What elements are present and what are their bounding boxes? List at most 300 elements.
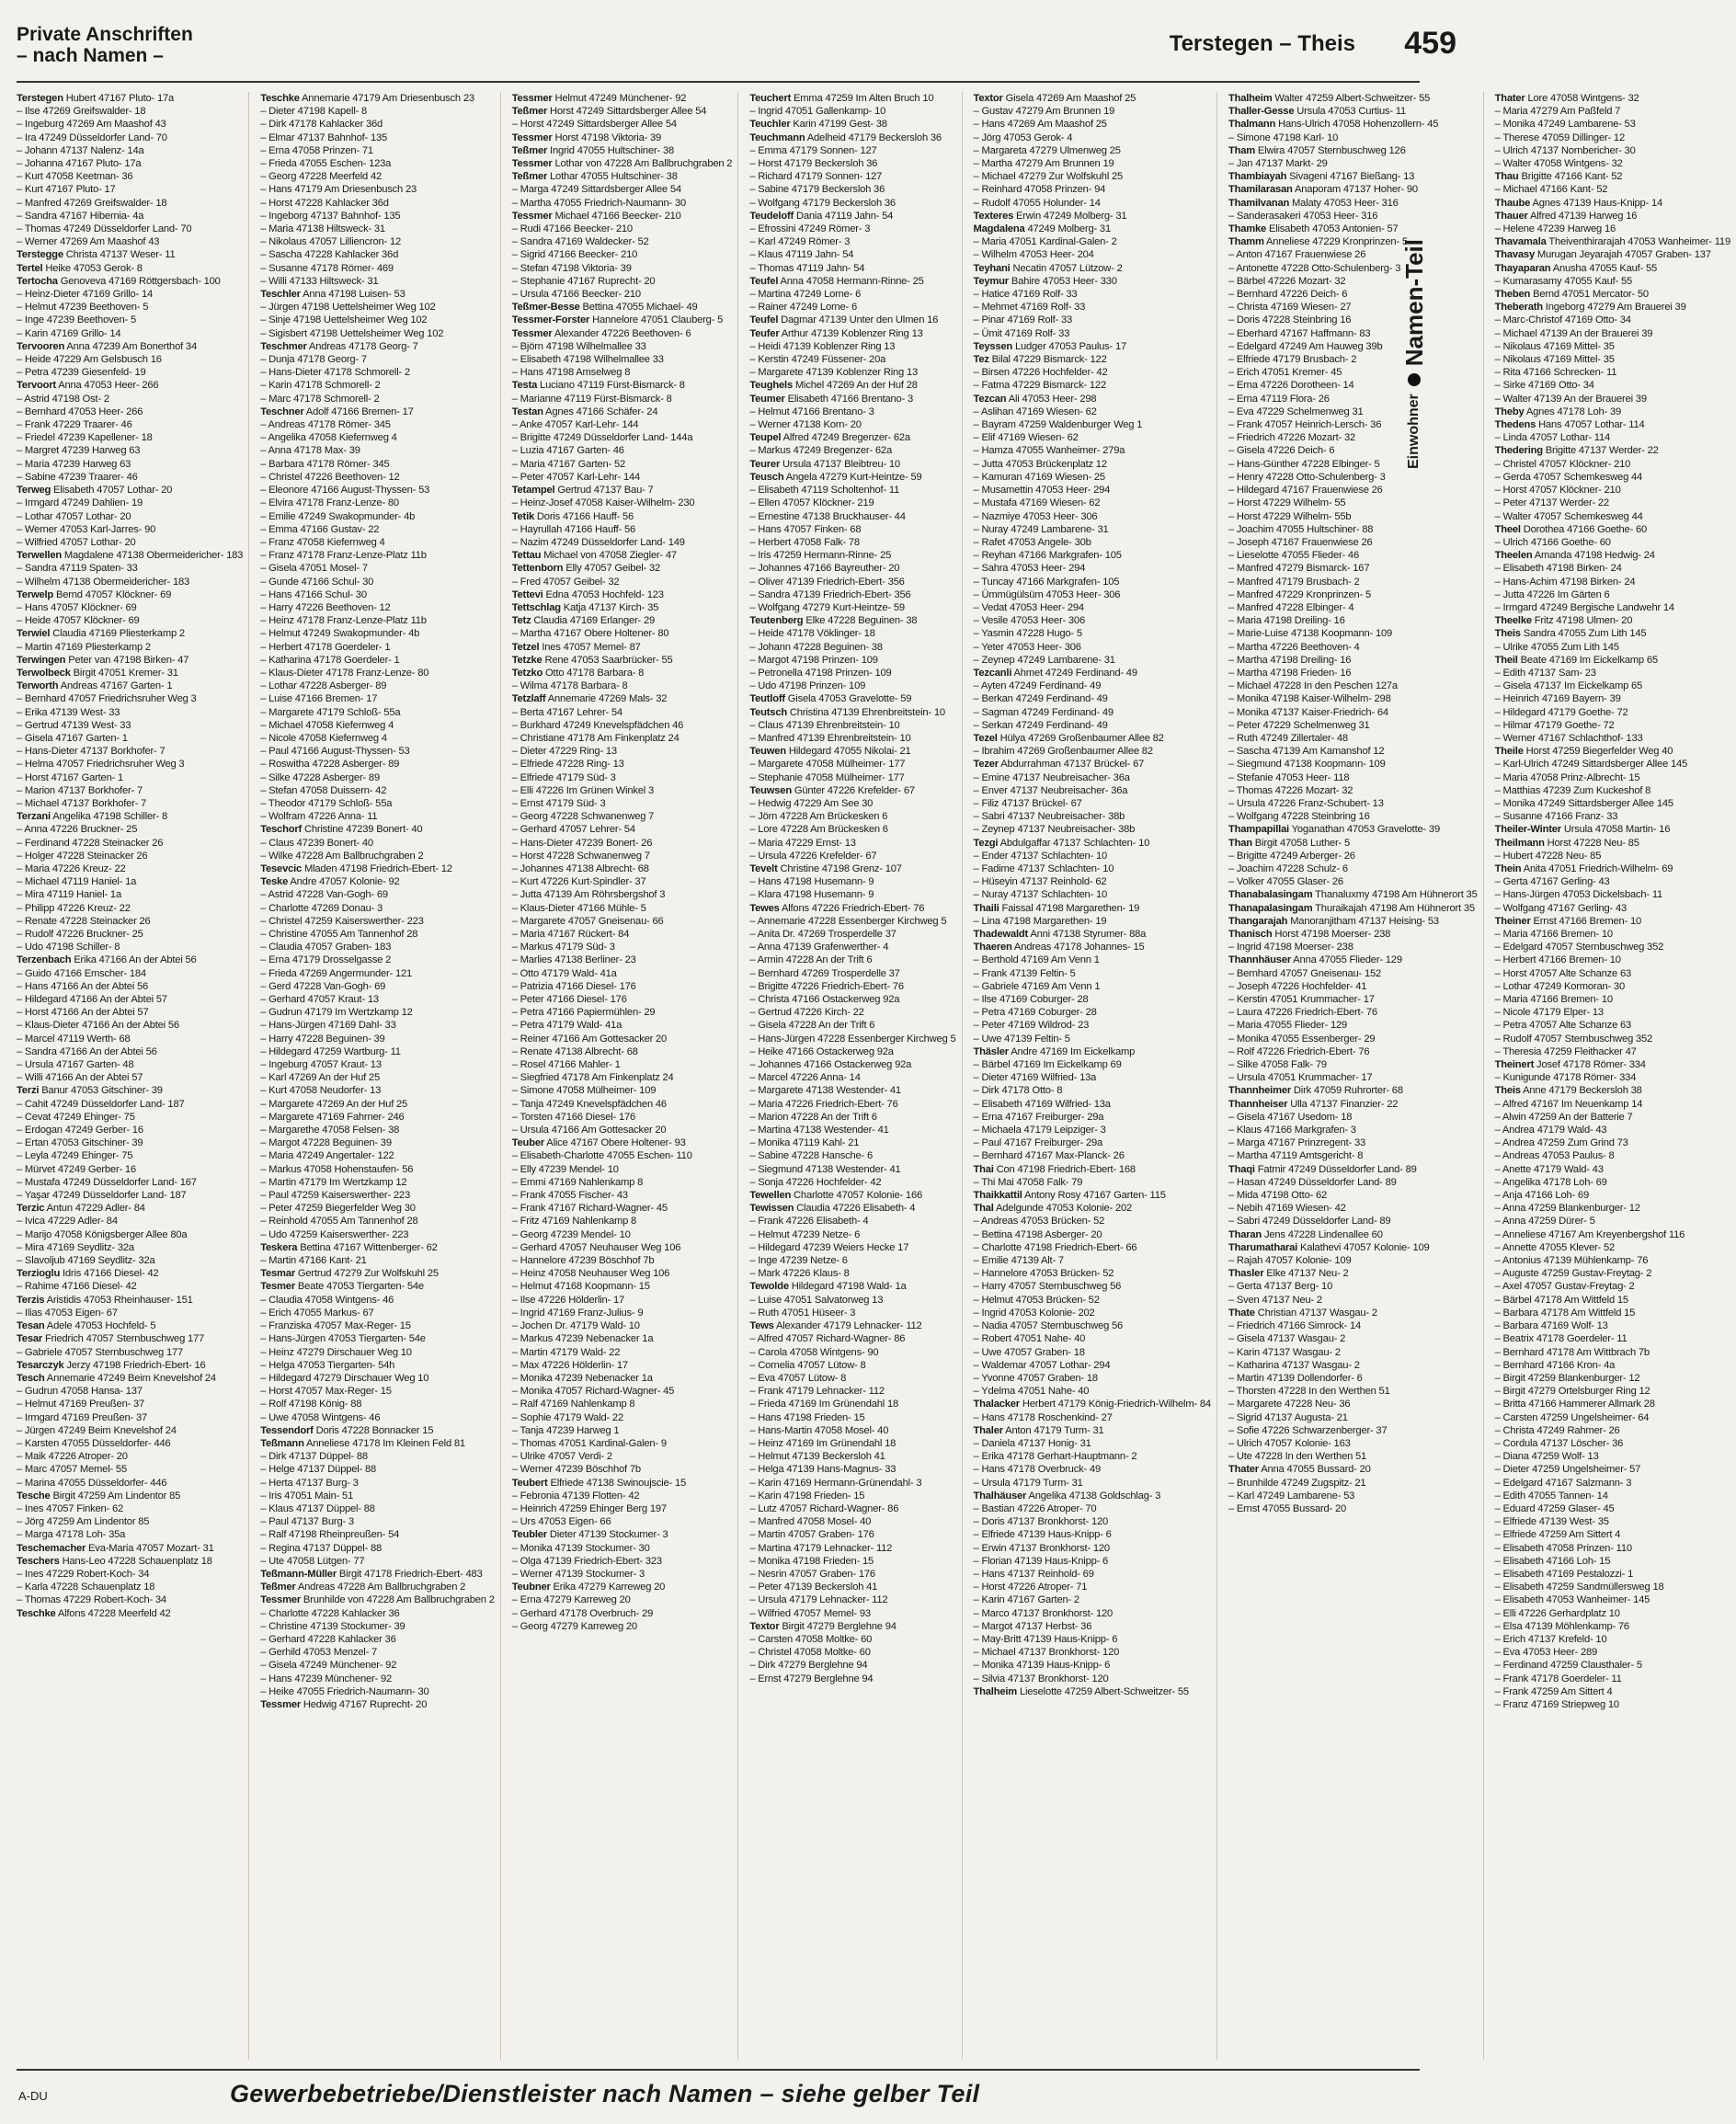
- directory-entry: – Anneliese 47167 Am Kreyenbergshof 116: [1494, 1228, 1685, 1240]
- directory-entry: – Simone 47058 Mülheimer- 109: [511, 1085, 657, 1097]
- directory-entry: – Marc 47178 Schmorell- 2: [260, 393, 380, 405]
- directory-entry: – Harry 47226 Beethoven- 12: [260, 601, 391, 613]
- directory-entry: – Thomas 47249 Düsseldorfer Land- 70: [17, 223, 192, 235]
- directory-entry: – Georg 47228 Schwanenweg 7: [511, 811, 655, 823]
- directory-entry: – Heike 47166 Ostackerweg 92a: [749, 1045, 894, 1057]
- directory-entry: – Franz 47169 Striepweg 10: [1494, 1698, 1619, 1710]
- directory-entry: – Marco 47137 Bronkhorst- 120: [973, 1607, 1114, 1619]
- directory-entry: – Hans 47198 Husemann- 9: [749, 876, 874, 888]
- directory-entry: – Patrizia 47166 Diesel- 176: [511, 980, 636, 992]
- directory-entry: – Sinje 47198 Uettelsheimer Weg 102: [260, 314, 428, 326]
- directory-entry: Thedering Brigitte 47137 Werder- 22: [1494, 445, 1659, 457]
- directory-entry: – Roswitha 47228 Asberger- 89: [260, 759, 400, 771]
- directory-entry: – Frank 47226 Elisabeth- 4: [749, 1216, 869, 1228]
- directory-entry: – May-Britt 47139 Haus-Knipp- 6: [973, 1633, 1118, 1645]
- directory-entry: – Maria 47167 Rückert- 84: [511, 929, 630, 940]
- directory-entry: – Pinar 47169 Rolf- 33: [973, 314, 1073, 326]
- directory-entry: – Herbert 47178 Goerdeler- 1: [260, 641, 391, 653]
- directory-entry: – Doris 47137 Bronkhorst- 120: [973, 1516, 1109, 1528]
- directory-entry: – Heide 47057 Klöckner- 69: [17, 615, 140, 627]
- directory-entry: – Annette 47055 Klever- 52: [1494, 1241, 1615, 1253]
- directory-entry: Thamke Elisabeth 47053 Antonien- 57: [1228, 223, 1399, 235]
- directory-entry: – Hans-Achim 47198 Birken- 24: [1494, 576, 1636, 588]
- directory-entry: – Elisabeth 47119 Scholtenhof- 11: [749, 485, 900, 497]
- directory-entry: – Rosel 47166 Mahler- 1: [511, 1059, 621, 1071]
- directory-entry: – Martha 47167 Obere Holtener- 80: [511, 628, 669, 640]
- directory-entry: – Ralf 47198 Rheinpreußen- 54: [260, 1529, 400, 1541]
- directory-entry: – Barbara 47169 Wolf- 13: [1494, 1320, 1608, 1332]
- directory-entry: – Monika 47139 Haus-Knipp- 6: [973, 1660, 1111, 1672]
- directory-entry: – Petra 47169 Coburger- 28: [973, 1007, 1097, 1019]
- directory-entry: – Lieselotte 47055 Flieder- 46: [1228, 550, 1359, 562]
- directory-entry: – Karin 47167 Garten- 2: [973, 1594, 1079, 1606]
- directory-entry: Tertel Heike 47053 Gerok- 8: [17, 262, 143, 274]
- directory-entry: – Susanne 47166 Franz- 33: [1494, 811, 1618, 823]
- directory-entry: – Nazim 47249 Düsseldorfer Land- 149: [511, 536, 685, 548]
- directory-entry: – Ines 47057 Finken- 62: [17, 1502, 124, 1514]
- directory-entry: Theile Horst 47259 Biegerfelder Weg 40: [1494, 746, 1673, 758]
- directory-entry: – Erika 47178 Gerhart-Hauptmann- 2: [973, 1451, 1137, 1463]
- directory-entry: – Elisabeth 47166 Loh- 15: [1494, 1555, 1611, 1567]
- directory-entry: – Horst 47249 Sittardsberger Allee 54: [511, 119, 677, 131]
- directory-entry: – Emma 47166 Gustav- 22: [260, 523, 380, 535]
- directory-entry: – Heinrich 47169 Bayern- 39: [1494, 693, 1621, 705]
- footer-divider: [17, 2069, 1420, 2071]
- directory-entry: Teschemacher Eva-Maria 47057 Mozart- 31: [17, 1542, 214, 1554]
- directory-entry: – Frieda 47055 Eschen- 123a: [260, 158, 392, 170]
- directory-entry: – Ayten 47249 Ferdinand- 49: [973, 680, 1102, 692]
- section-heading-line1: Private Anschriften: [17, 24, 193, 45]
- directory-entry: – Jörg 47053 Gerok- 4: [973, 131, 1073, 143]
- directory-entry: – Vesile 47053 Heer- 306: [973, 615, 1085, 627]
- directory-entry: – Renate 47138 Albrecht- 68: [511, 1045, 638, 1057]
- directory-entry: – Anna 47259 Dürer- 5: [1494, 1216, 1595, 1228]
- directory-entry: – Maria 47279 Am Paßfeld 7: [1494, 106, 1621, 118]
- directory-entry: – Elisabeth 47169 Pestalozzi- 1: [1494, 1568, 1634, 1580]
- directory-entry: – Hamza 47055 Wanheimer- 279a: [973, 445, 1125, 457]
- directory-entry: – Carola 47058 Wintgens- 90: [749, 1346, 879, 1358]
- directory-entry: – Helene 47239 Harweg 16: [1494, 223, 1616, 235]
- directory-entry: – Jutta 47139 Am Röhrsbergshof 3: [511, 889, 666, 901]
- directory-entry: Theiner Ernst 47166 Bremen- 10: [1494, 915, 1642, 927]
- directory-entry: – Manfred 47229 Kronprinzen- 5: [1228, 588, 1372, 600]
- directory-entry: Tezcan Ali 47053 Heer- 298: [973, 393, 1097, 405]
- directory-entry: – Hans 47057 Finken- 68: [749, 523, 862, 535]
- directory-entry: – Claus 47139 Ehrenbreitstein- 10: [749, 719, 900, 731]
- directory-entry: – Hilmar 47179 Goethe- 72: [1494, 719, 1615, 731]
- directory-entry: – Brigitte 47226 Friedrich-Ebert- 76: [749, 980, 904, 992]
- directory-entry: Teymur Bahire 47053 Heer- 330: [973, 275, 1117, 287]
- directory-entry: – Werner 47053 Karl-Jarres- 90: [17, 523, 156, 535]
- directory-entry: – Werner 47139 Stockumer- 3: [511, 1568, 645, 1580]
- directory-entry: – Wilma 47178 Barbara- 8: [511, 680, 628, 692]
- directory-entry: – Maria 47166 Bremen- 10: [1494, 929, 1613, 940]
- directory-entry: – Johann 47228 Beguinen- 38: [749, 641, 883, 653]
- directory-entry: Terzi Banur 47053 Gitschiner- 39: [17, 1085, 163, 1097]
- directory-entry: – Hans 47198 Amselweg 8: [511, 367, 631, 379]
- directory-entry: – Sofie 47226 Schwarzenberger- 37: [1228, 1424, 1388, 1436]
- directory-entry: – Maria 47249 Angertaler- 122: [260, 1150, 394, 1162]
- directory-entry: – Edelgard 47249 Am Hauweg 39b: [1228, 340, 1383, 352]
- directory-entry: – Maria 47239 Harweg 63: [17, 458, 131, 470]
- directory-entry: – Ernst 47179 Süd- 3: [511, 797, 606, 809]
- directory-entry: – Erich 47055 Markus- 67: [260, 1307, 374, 1319]
- directory-entry: – Martin 47169 Pliesterkamp 2: [17, 641, 151, 653]
- directory-entry: – Maria 47226 Kreuz- 22: [17, 862, 126, 874]
- directory-entry: Thal Adelgunde 47053 Kolonie- 202: [973, 1203, 1133, 1215]
- directory-entry: – Karin 47169 Hermann-Grünendahl- 3: [749, 1477, 922, 1489]
- directory-entry: – Ferdinand 47259 Clausthaler- 5: [1494, 1660, 1642, 1672]
- directory-entry: – Werner 47138 Korn- 20: [749, 419, 862, 431]
- directory-entry: – Hildegard 47279 Dirschauer Weg 10: [260, 1372, 429, 1384]
- directory-entry: – Björn 47198 Wilhelmallee 33: [511, 340, 646, 352]
- directory-entry: – Horst 47167 Garten- 1: [17, 771, 124, 783]
- directory-entry: – Thorsten 47228 In den Werthen 51: [1228, 1386, 1390, 1398]
- directory-entry: – Anna 47259 Blankenburger- 12: [1494, 1203, 1640, 1215]
- directory-entry: – Markus 47179 Süd- 3: [511, 942, 615, 954]
- directory-entry: – Karsten 47055 Düsseldorfer- 446: [17, 1437, 171, 1449]
- directory-entry: – Britta 47166 Hammerer Allmark 28: [1494, 1399, 1655, 1410]
- directory-entry: – Wolfgang 47167 Gerling- 43: [1494, 902, 1628, 914]
- directory-entry: – Nikolaus 47169 Mittel- 35: [1494, 354, 1615, 366]
- directory-entry: – Andreas 47053 Brücken- 52: [973, 1216, 1105, 1228]
- directory-entry: Thauer Alfred 47139 Harweg 16: [1494, 210, 1638, 222]
- directory-entry: – Ines 47229 Robert-Koch- 34: [17, 1568, 150, 1580]
- directory-entry: – Erdogan 47249 Gerber- 16: [17, 1125, 143, 1136]
- directory-entry: – Ursula 47226 Krefelder- 67: [749, 850, 877, 862]
- directory-entry: Teumer Elisabeth 47166 Brentano- 3: [749, 393, 914, 405]
- directory-entry: Textor Gisela 47269 Am Maashof 25: [973, 93, 1136, 104]
- directory-entry: – Erna 47226 Dorotheen- 14: [1228, 380, 1354, 392]
- directory-entry: – Karin 47169 Grillo- 14: [17, 327, 121, 339]
- directory-entry: – Silvia 47137 Bronkhorst- 120: [973, 1673, 1109, 1684]
- directory-entry: – Horst 47226 Atroper- 71: [973, 1582, 1088, 1593]
- directory-entry: – Petra 47239 Giesenfeld- 19: [17, 367, 146, 379]
- directory-entry: – Margarete 47228 Neu- 36: [1228, 1399, 1351, 1410]
- directory-entry: – Wolfgang 47279 Kurt-Heintze- 59: [749, 601, 905, 613]
- directory-entry: – Hans 47178 Overbruck- 49: [973, 1464, 1101, 1476]
- directory-entry: – Herbert 47058 Falk- 78: [749, 536, 860, 548]
- directory-entry: – Mida 47198 Otto- 62: [1228, 1190, 1328, 1202]
- directory-entry: – Hans 47166 An der Abtei 56: [17, 980, 149, 992]
- directory-entry: – Christiane 47178 Am Finkenplatz 24: [511, 732, 680, 744]
- directory-entry: – Elfriede 47259 Am Sittert 4: [1494, 1529, 1621, 1541]
- directory-entry: – Claus 47239 Bonert- 40: [260, 837, 373, 849]
- directory-entry: – Rudolf 47057 Sternbuschweg 352: [1494, 1033, 1653, 1045]
- directory-entry: – Gerd 47228 Van-Gogh- 69: [260, 980, 386, 992]
- directory-entry: – Andrea 47259 Zum Grind 73: [1494, 1137, 1628, 1149]
- directory-entry: Tezgi Abdulgaffar 47137 Schlachten- 10: [973, 837, 1150, 849]
- directory-entry: – Walter 47058 Wintgens- 32: [1494, 158, 1623, 170]
- directory-entry: – Monika 47139 Stockumer- 30: [511, 1542, 650, 1554]
- directory-entry: – Susanne 47178 Römer- 469: [260, 262, 394, 274]
- directory-entry: – Heide 47229 Am Gelsbusch 16: [17, 354, 162, 366]
- directory-entry: – Karl-Ulrich 47249 Sittardsberger Allee 145: [1494, 759, 1688, 771]
- directory-column: [17, 92, 249, 2060]
- directory-entry: – Marc-Christof 47169 Otto- 34: [1494, 314, 1631, 326]
- directory-entry: – Sandra 47139 Friedrich-Ebert- 356: [749, 588, 911, 600]
- directory-entry: – Bärbel 47169 Im Eickelkamp 69: [973, 1059, 1122, 1071]
- directory-entry: – Ingrid 47051 Gallenkamp- 10: [749, 106, 886, 118]
- directory-entry: – Oliver 47139 Friedrich-Ebert- 356: [749, 576, 905, 588]
- directory-entry: Thadewaldt Anni 47138 Styrumer- 88a: [973, 929, 1147, 940]
- directory-entry: Thambiayah Sivageni 47167 Bießang- 13: [1228, 171, 1415, 183]
- directory-entry: – Slavoljub 47169 Seydlitz- 32a: [17, 1255, 155, 1267]
- directory-entry: – Barbara 47178 Römer- 345: [260, 458, 390, 470]
- directory-entry: Teschke Alfons 47228 Meerfeld 42: [17, 1607, 171, 1619]
- directory-entry: – Ilse 47269 Greifswalder- 18: [17, 106, 146, 118]
- directory-entry: – Frieda 47269 Angermunder- 121: [260, 967, 413, 979]
- directory-entry: – Horst 47229 Wilhelm- 55: [1228, 497, 1346, 509]
- directory-entry: – Nicole 47058 Kiefernweg 4: [260, 732, 387, 744]
- directory-entry: – Peter 47057 Karl-Lehr- 144: [511, 471, 641, 483]
- directory-entry: – Christa 47169 Wiesen- 27: [1228, 302, 1352, 314]
- directory-entry: – Erika 47139 West- 33: [17, 706, 120, 718]
- directory-entry: – Petra 47179 Wald- 41a: [511, 1020, 622, 1032]
- directory-entry: – Erna 47119 Flora- 26: [1228, 393, 1330, 405]
- directory-entry: – Elisabeth 47053 Wanheimer- 145: [1494, 1594, 1650, 1606]
- directory-entry: Teßmann-Müller Birgit 47178 Friedrich-Ebert- 483: [260, 1568, 483, 1580]
- directory-entry: – Margret 47239 Harweg 63: [17, 445, 141, 457]
- directory-entry: – Sirke 47169 Otto- 34: [1494, 380, 1594, 392]
- directory-entry: – Friedrich 47166 Simrock- 14: [1228, 1320, 1362, 1332]
- directory-entry: – Helma 47057 Friedrichsruher Weg 3: [17, 759, 185, 771]
- directory-entry: Teudeloff Dania 47119 Jahn- 54: [749, 210, 894, 222]
- directory-entry: – Martina 47179 Lehnacker- 112: [749, 1542, 893, 1554]
- directory-entry: – Ursula 47179 Turm- 31: [973, 1477, 1083, 1489]
- directory-entry: – Maria 47226 Friedrich-Ebert- 76: [749, 1098, 898, 1110]
- directory-entry: – Gunde 47166 Schul- 30: [260, 576, 374, 588]
- directory-entry: – Hans 47166 Schul- 30: [260, 588, 367, 600]
- directory-entry: – Horst 47228 Kahlacker 36d: [260, 197, 389, 209]
- directory-entry: Texteres Erwin 47249 Molberg- 31: [973, 210, 1127, 222]
- directory-entry: – Waldemar 47057 Lothar- 294: [973, 1359, 1111, 1371]
- directory-entry: – Michael 47139 An der Brauerei 39: [1494, 327, 1653, 339]
- directory-entry: – Hasan 47249 Düsseldorfer Land- 89: [1228, 1176, 1397, 1188]
- directory-entry: – Dieter 47169 Wilfried- 13a: [973, 1072, 1097, 1084]
- directory-entry: – Marcel 47226 Anna- 14: [749, 1072, 861, 1084]
- directory-entry: – Bernhard 47057 Gneisenau- 152: [1228, 967, 1382, 979]
- directory-entry: – Petronella 47198 Prinzen- 109: [749, 667, 892, 679]
- directory-entry: – Filiz 47137 Brückel- 67: [973, 797, 1082, 809]
- directory-entry: – Reiner 47166 Am Gottesacker 20: [511, 1033, 668, 1045]
- directory-entry: – Hildegard 47259 Wartburg- 11: [260, 1045, 401, 1057]
- directory-entry: – Irmgard 47249 Dahlien- 19: [17, 497, 143, 509]
- directory-entry: – Ingeburg 47057 Kraut- 13: [260, 1059, 382, 1071]
- directory-entry: – Carsten 47259 Ungelsheimer- 64: [1494, 1411, 1650, 1423]
- directory-entry: – Margot 47198 Prinzen- 109: [749, 654, 878, 666]
- directory-entry: – Johannes 47166 Ostackerweg 92a: [749, 1059, 912, 1071]
- directory-entry: – Gerta 47137 Berg- 10: [1228, 1281, 1333, 1293]
- directory-entry: – Bayram 47259 Waldenburger Weg 1: [973, 419, 1143, 431]
- directory-entry: – Gerta 47167 Gerling- 43: [1494, 876, 1610, 888]
- page-footer: [0, 2069, 1447, 2124]
- directory-entry: Tessmer Helmut 47249 Münchener- 92: [511, 93, 687, 104]
- directory-entry: – Daniela 47137 Honig- 31: [973, 1437, 1091, 1449]
- directory-entry: – Tanja 47249 Knevelspfädchen 46: [511, 1098, 667, 1110]
- directory-entry: – Joachim 47055 Hultschiner- 88: [1228, 523, 1374, 535]
- directory-entry: Thamilarasan Anaporam 47137 Hoher- 90: [1228, 184, 1418, 196]
- directory-entry: Teßmann Anneliese 47178 Im Kleinen Feld 81: [260, 1437, 465, 1449]
- directory-entry: Thanabalasingam Thanaluxmy 47198 Am Hühnerort 35: [1228, 889, 1478, 901]
- directory-entry: – Monika 47119 Kahl- 21: [749, 1137, 860, 1149]
- directory-entry: – Ulrich 47166 Goethe- 60: [1494, 536, 1611, 548]
- directory-entry: – Sigisbert 47198 Uettelsheimer Weg 102: [260, 327, 444, 339]
- directory-entry: – Petra 47166 Papiermühlen- 29: [511, 1007, 656, 1019]
- directory-entry: – Michael 47137 Borkhofer- 7: [17, 797, 147, 809]
- directory-entry: – Ute 47058 Lütgen- 77: [260, 1555, 365, 1567]
- directory-entry: – Marcel 47119 Werth- 68: [17, 1033, 131, 1045]
- directory-entry: – Elisabeth 47259 Sandmüllersweg 18: [1494, 1582, 1664, 1593]
- directory-entry: Teske Andre 47057 Kolonie- 92: [260, 876, 400, 888]
- bullet-icon: [1408, 373, 1421, 386]
- directory-entry: – Thomas 47119 Jahn- 54: [749, 262, 865, 274]
- directory-entry: – Hildegard 47166 An der Abtei 57: [17, 994, 167, 1006]
- directory-entry: – Helmut 47166 Brentano- 3: [749, 405, 874, 417]
- directory-entry: – Ernestine 47138 Bruckhauser- 44: [749, 510, 906, 522]
- directory-entry: Tewolde Hildegard 47198 Wald- 1a: [749, 1281, 907, 1293]
- directory-entry: – Ilse 47226 Hölderlin- 17: [511, 1294, 625, 1306]
- directory-entry: – Tanja 47239 Harweg 1: [511, 1424, 620, 1436]
- directory-entry: Teubler Dieter 47139 Stockumer- 3: [511, 1529, 668, 1541]
- directory-entry: – Marianne 47119 Fürst-Bismarck- 8: [511, 393, 672, 405]
- directory-entry: – Klara 47198 Husemann- 9: [749, 889, 874, 901]
- directory-entry: – Nicole 47179 Elper- 13: [1494, 1007, 1604, 1019]
- directory-entry: Tewissen Claudia 47226 Elisabeth- 4: [749, 1203, 916, 1215]
- directory-entry: – Martha 47226 Beethoven- 4: [1228, 641, 1360, 653]
- directory-entry: – Hubert 47228 Neu- 85: [1494, 850, 1602, 862]
- directory-entry: Terwolbeck Birgit 47051 Kremer- 31: [17, 667, 178, 679]
- directory-entry: – Sabine 47239 Traarer- 46: [17, 471, 138, 483]
- directory-entry: – Nesrin 47057 Graben- 176: [749, 1568, 875, 1580]
- directory-entry: – Gisela 47249 Münchener- 92: [260, 1660, 397, 1672]
- directory-entry: – Stefan 47198 Viktoria- 39: [511, 262, 632, 274]
- directory-entry: – Karin 47198 Frieden- 15: [749, 1490, 865, 1502]
- directory-entry: – Ingrid 47169 Franz-Julius- 9: [511, 1307, 644, 1319]
- directory-entry: – Hedwig 47229 Am See 30: [749, 797, 874, 809]
- directory-entry: Teschers Hans-Leo 47228 Schauenplatz 18: [17, 1555, 212, 1567]
- directory-entry: – Heinz 47169 Im Grünendahl 18: [749, 1437, 897, 1449]
- directory-entry: – Cevat 47249 Ehinger- 75: [17, 1111, 135, 1123]
- directory-entry: – Axel 47057 Gustav-Freytag- 2: [1494, 1281, 1635, 1293]
- directory-entry: – Therese 47059 Dillinger- 12: [1494, 131, 1625, 143]
- directory-entry: – Wilke 47228 Am Ballbruchgraben 2: [260, 850, 424, 862]
- directory-entry: – Michael 47166 Kant- 52: [1494, 184, 1608, 196]
- directory-entry: – Lina 47198 Margarethen- 19: [973, 915, 1107, 927]
- directory-entry: – Manfred 47228 Elbinger- 4: [1228, 601, 1354, 613]
- directory-entry: – Kurt 47167 Pluto- 17: [17, 184, 116, 196]
- directory-entry: – Monika 47198 Frieden- 15: [749, 1555, 874, 1567]
- directory-entry: – Horst 47229 Wilhelm- 55b: [1228, 510, 1352, 522]
- directory-entry: – Karin 47137 Wasgau- 2: [1228, 1346, 1341, 1358]
- directory-entry: – Margarethe 47058 Felsen- 38: [260, 1125, 400, 1136]
- directory-entry: – Theresia 47259 Fleithacker 47: [1494, 1045, 1637, 1057]
- directory-entry: – Cordula 47137 Löscher- 36: [1494, 1437, 1624, 1449]
- directory-entry: – Petra 47057 Alte Schanze 63: [1494, 1020, 1632, 1032]
- directory-entry: – Elisabeth 47198 Wilhelmallee 33: [511, 354, 664, 366]
- directory-entry: – Rolf 47226 Friedrich-Ebert- 76: [1228, 1045, 1370, 1057]
- directory-entry: Teschorf Christine 47239 Bonert- 40: [260, 824, 423, 836]
- directory-entry: – Lothar 47228 Asberger- 89: [260, 680, 387, 692]
- directory-entry: – Lothar 47057 Lothar- 20: [17, 510, 131, 522]
- directory-entry: – Philipp 47226 Kreuz- 22: [17, 902, 131, 914]
- directory-entry: – Willi 47133 Hiltsweck- 31: [260, 275, 379, 287]
- directory-entry: – Michael 47058 Kiefernweg 4: [260, 719, 394, 731]
- directory-entry: – Heinz-Dieter 47169 Grillo- 14: [17, 289, 154, 301]
- directory-entry: Teuchert Emma 47259 Im Alten Bruch 10: [749, 93, 934, 104]
- directory-entry: – Torsten 47166 Diesel- 176: [511, 1111, 636, 1123]
- directory-entry: – Andreas 47178 Römer- 345: [260, 419, 391, 431]
- directory-entry: – Emmi 47169 Nahlenkamp 8: [511, 1176, 644, 1188]
- directory-entry: – Edelgard 47167 Salzmann- 3: [1494, 1477, 1632, 1489]
- directory-entry: – Eva 47057 Lütow- 8: [749, 1372, 847, 1384]
- directory-entry: – Iris 47051 Main- 51: [260, 1490, 354, 1502]
- directory-entry: – Charlotte 47269 Donau- 3: [260, 902, 383, 914]
- directory-entry: – Frank 47057 Heinrich-Lersch- 36: [1228, 419, 1382, 431]
- directory-entry: Teyhani Necatin 47057 Lützow- 2: [973, 262, 1123, 274]
- directory-entry: – Helge 47137 Düppel- 88: [260, 1464, 377, 1476]
- directory-entry: – Klaus 47119 Jahn- 54: [749, 249, 854, 261]
- directory-entry: Teutenberg Elke 47228 Beguinen- 38: [749, 615, 918, 627]
- section-heading: [17, 24, 193, 66]
- directory-entry: – Gisela 47137 Wasgau- 2: [1228, 1333, 1346, 1345]
- directory-entry: Thavamala Theiventhirarajah 47053 Wanheimer- 119: [1494, 236, 1730, 248]
- directory-entry: – Elif 47169 Wiesen- 62: [973, 432, 1079, 444]
- directory-entry: – Karl 47269 An der Huf 25: [260, 1072, 380, 1084]
- directory-entry: – Brunhilde 47249 Zugspitz- 21: [1228, 1477, 1366, 1489]
- directory-entry: – Florian 47139 Haus-Knipp- 6: [973, 1555, 1109, 1567]
- directory-column: [1495, 92, 1736, 2060]
- directory-entry: – Helmut 47249 Swakopmunder- 4b: [260, 628, 420, 640]
- directory-entry: – Uwe 47139 Feltin- 5: [973, 1033, 1070, 1045]
- directory-entry: – Birsen 47226 Hochfelder- 42: [973, 367, 1108, 379]
- directory-entry: – Mustafa 47169 Wiesen- 62: [973, 497, 1101, 509]
- directory-entry: – Herta 47137 Burg- 3: [260, 1477, 359, 1489]
- directory-entry: – Bernhard 47269 Trosperdelle 37: [749, 967, 900, 979]
- directory-entry: – Kerstin 47051 Krummacher- 17: [1228, 994, 1375, 1006]
- directory-entry: Teßmer Lothar 47055 Hultschiner- 38: [511, 171, 678, 183]
- directory-entry: Tharumatharai Kalathevi 47057 Kolonie- 109: [1228, 1241, 1430, 1253]
- directory-entry: – Anna 47226 Bruckner- 25: [17, 824, 138, 836]
- directory-entry: Teubner Erika 47279 Karreweg 20: [511, 1582, 666, 1593]
- directory-entry: Testan Agnes 47166 Schäfer- 24: [511, 405, 658, 417]
- directory-entry: – Elisabeth 47058 Prinzen- 110: [1494, 1542, 1632, 1554]
- directory-entry: – Horst 47057 Klöckner- 210: [1494, 485, 1621, 497]
- directory-entry: – Fred 47057 Geibel- 32: [511, 576, 620, 588]
- directory-entry: Thalheim Lieselotte 47259 Albert-Schweitzer- 55: [973, 1685, 1189, 1697]
- directory-entry: Teufer Arthur 47139 Koblenzer Ring 13: [749, 327, 923, 339]
- directory-entry: – Simone 47198 Karl- 10: [1228, 131, 1339, 143]
- directory-entry: – Rolf 47198 König- 88: [260, 1399, 362, 1410]
- directory-entry: – Johannes 47166 Bayreuther- 20: [749, 563, 900, 575]
- directory-entry: – Karla 47228 Schauenplatz 18: [17, 1582, 155, 1593]
- directory-entry: Teuwen Hildegard 47055 Nikolai- 21: [749, 746, 911, 758]
- directory-entry: Teschler Anna 47198 Luisen- 53: [260, 289, 405, 301]
- directory-entry: – Wilhelm 47138 Obermeidericher- 183: [17, 576, 190, 588]
- directory-entry: Thavasy Murugan Jeyarajah 47057 Graben- 137: [1494, 249, 1711, 261]
- directory-entry: – Birgit 47259 Blankenburger- 12: [1494, 1372, 1640, 1384]
- directory-entry: – Rafet 47053 Angele- 30b: [973, 536, 1091, 548]
- directory-entry: – Kurt 47058 Neudorfer- 13: [260, 1085, 382, 1097]
- directory-entry: Tettevi Edna 47053 Hochfeld- 123: [511, 588, 664, 600]
- directory-entry: – Harry 47057 Sternbuschweg 56: [973, 1281, 1122, 1293]
- directory-entry: Teufel Anna 47058 Hermann-Rinne- 25: [749, 275, 924, 287]
- directory-entry: – Stephanie 47058 Mülheimer- 177: [749, 771, 905, 783]
- directory-entry: Tewellen Charlotte 47057 Kolonie- 166: [749, 1190, 922, 1202]
- directory-entry: Thannheimer Dirk 47059 Ruhrorter- 68: [1228, 1085, 1403, 1097]
- directory-entry: – Anna 47178 Max- 39: [260, 445, 360, 457]
- directory-entry: – Markus 47249 Bregenzer- 62a: [749, 445, 892, 457]
